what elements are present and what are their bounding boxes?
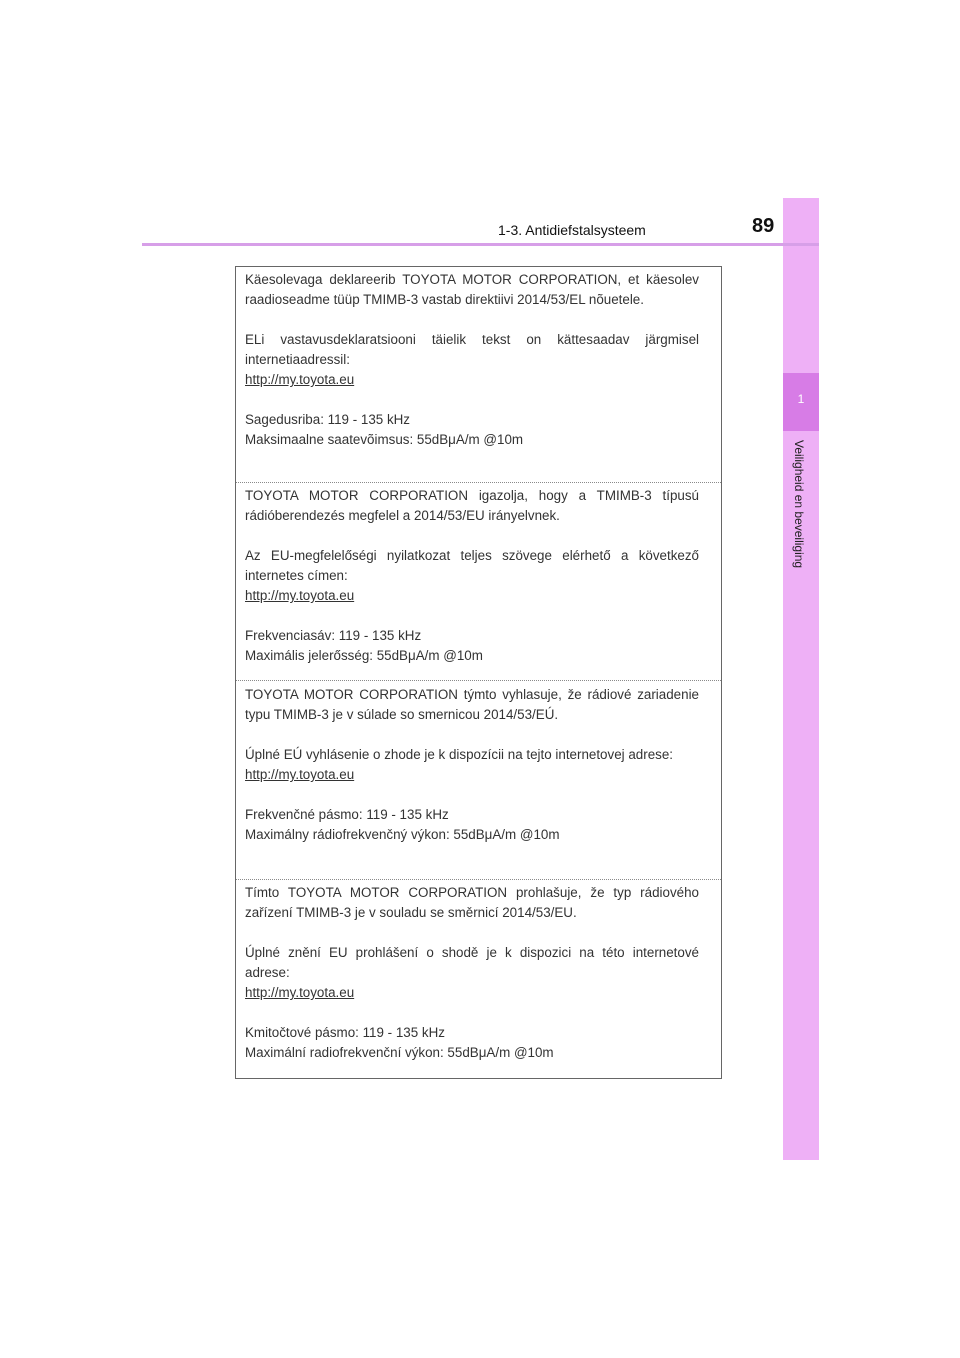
declaration-link[interactable]: http://my.toyota.eu bbox=[245, 372, 355, 387]
declaration-intro: TOYOTA MOTOR CORPORATION igazolja, hogy a TMIMB-3 típusú rádióberendezés megfelel a 2014/53/EU irányelvnek. bbox=[245, 488, 699, 523]
declaration-estonian bbox=[236, 270, 721, 450]
chapter-title: Veiligheid en beveiliging bbox=[792, 440, 806, 569]
declaration-availability: Úplné EÚ vyhlásenie o zhode je k dispozícii na tejto internetovej adrese: bbox=[245, 747, 674, 762]
declaration-intro: Tímto TOYOTA MOTOR CORPORATION prohlašuje, že typ rádiového zařízení TMIMB-3 je v souladu se směrnicí 2014/53/EU. bbox=[245, 885, 699, 920]
frequency-band: Frekvenčné pásmo: 119 - 135 kHz bbox=[245, 807, 449, 822]
declaration-availability: ELi vastavusdeklaratsiooni täielik tekst on kättesaadav järgmisel internetiaadressil: bbox=[245, 332, 699, 367]
chapter-number: 1 bbox=[797, 392, 805, 406]
section-divider bbox=[236, 680, 721, 681]
declaration-link[interactable]: http://my.toyota.eu bbox=[245, 767, 355, 782]
declaration-availability: Úplné znění EU prohlášení o shodě je k dispozici na této internetové adrese: bbox=[245, 945, 699, 980]
declaration-intro: TOYOTA MOTOR CORPORATION týmto vyhlasuje, že rádiové zariadenie typu TMIMB-3 je v súlade so smernicou 2014/53/EÚ. bbox=[245, 687, 699, 722]
frequency-band: Sagedusriba: 119 - 135 kHz bbox=[245, 412, 411, 427]
header-rule bbox=[142, 243, 819, 246]
frequency-band: Frekvenciasáv: 119 - 135 kHz bbox=[245, 628, 422, 643]
section-divider bbox=[236, 879, 721, 880]
declaration-czech bbox=[236, 883, 721, 1063]
max-power: Maksimaalne saatevõimsus: 55dBμA/m @10m bbox=[245, 432, 524, 447]
declaration-link[interactable]: http://my.toyota.eu bbox=[245, 985, 355, 1000]
chapter-side-tab bbox=[783, 198, 819, 1160]
declaration-intro: Käesolevaga deklareerib TOYOTA MOTOR CORPORATION, et käesolev raadioseadme tüüp TMIMB-3 vastab direktiivi 2014/53/EL nõuetele. bbox=[245, 272, 699, 307]
declaration-slovak bbox=[236, 685, 721, 845]
section-title: 1-3. Antidiefstalsysteem bbox=[498, 222, 646, 238]
max-power: Maximálny rádiofrekvenčný výkon: 55dBμA/m @10m bbox=[245, 827, 560, 842]
section-divider bbox=[236, 482, 721, 483]
declaration-availability: Az EU-megfelelőségi nyilatkozat teljes szövege elérhető a következő internetes címen: bbox=[245, 548, 699, 583]
frequency-band: Kmitočtové pásmo: 119 - 135 kHz bbox=[245, 1025, 445, 1040]
max-power: Maximális jelerősség: 55dBμA/m @10m bbox=[245, 648, 483, 663]
declaration-hungarian bbox=[236, 486, 721, 666]
declaration-box bbox=[235, 266, 722, 1079]
page-number: 89 bbox=[752, 215, 775, 237]
max-power: Maximální radiofrekvenční výkon: 55dBμA/m @10m bbox=[245, 1045, 554, 1060]
declaration-link[interactable]: http://my.toyota.eu bbox=[245, 588, 355, 603]
